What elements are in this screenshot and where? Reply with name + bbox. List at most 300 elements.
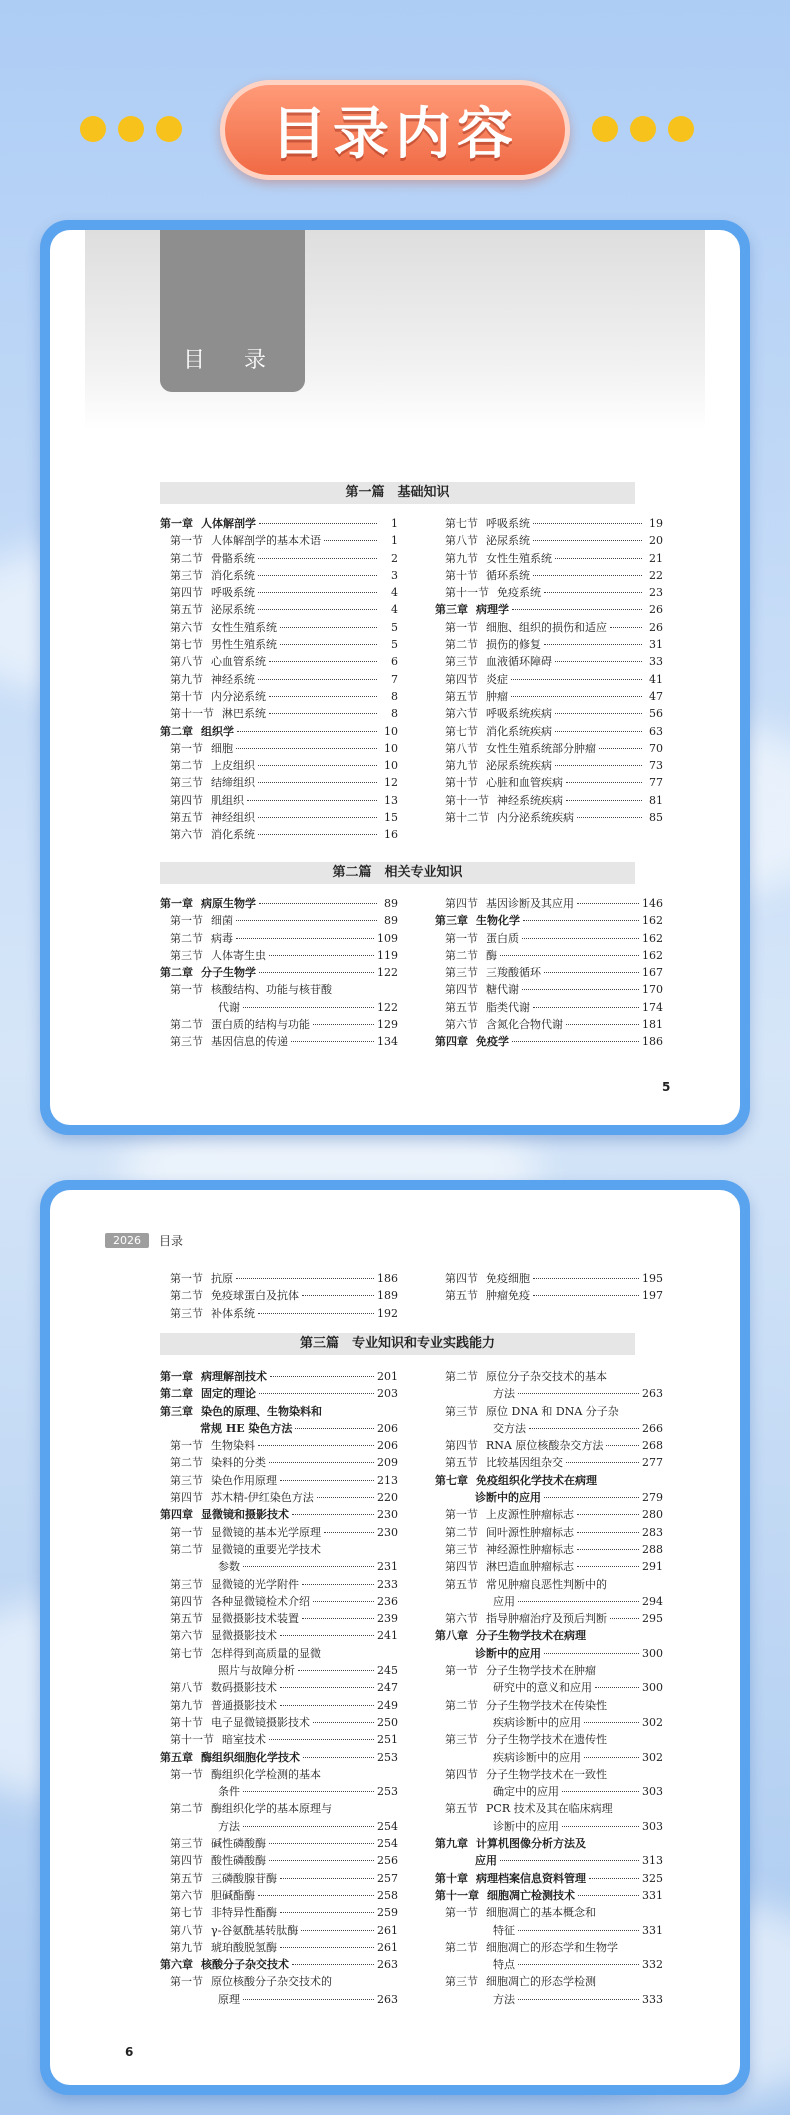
toc-entry-label: 第三节	[170, 776, 203, 790]
toc-entry-title: 分子生物学技术在病理	[476, 1629, 586, 1643]
toc-entry-label: 第三节	[445, 655, 478, 669]
toc-entry-title: 细胞凋亡的形态学和生物学	[486, 1940, 618, 1954]
toc-entry-title: 消化系统	[211, 828, 255, 842]
toc-section-entry	[435, 1270, 663, 1287]
dot-leader	[280, 627, 377, 628]
dot-leader	[269, 955, 374, 956]
dot-leader	[280, 1947, 374, 1948]
toc-entry-page: 247	[377, 1681, 398, 1695]
dot-leader	[566, 1462, 639, 1463]
dot-leader	[280, 1480, 374, 1481]
toc-entry-title: 照片与故障分析	[218, 1664, 295, 1678]
toc-entry-page: 280	[642, 1508, 663, 1522]
toc-entry-label: 第一节	[170, 1439, 203, 1453]
toc-entry-label: 第十二节	[445, 811, 489, 825]
toc-entry-label: 第三节	[170, 1473, 203, 1487]
dot-leader	[518, 1930, 639, 1931]
toc-entry-title: 普通摄影技术	[211, 1698, 277, 1712]
toc-section-entry	[435, 653, 663, 670]
page-number: 6	[125, 2045, 134, 2059]
toc-entry-label: 第七节	[170, 1906, 203, 1920]
toc-entry-page: 47	[649, 689, 663, 703]
toc-entry-page: 230	[377, 1525, 398, 1539]
toc-entry-label: 第三节	[445, 1975, 478, 1989]
toc-section-entry	[160, 653, 398, 670]
toc-entry-label: 第九章	[435, 1837, 468, 1851]
toc-section-entry	[160, 1783, 398, 1800]
toc-entry-page: 174	[642, 1000, 663, 1014]
toc-entry-page: 13	[384, 793, 398, 807]
toc-entry-page: 254	[377, 1837, 398, 1851]
toc-column-left	[160, 515, 398, 844]
dot-leader	[259, 523, 377, 524]
toc-chapter-entry	[160, 515, 398, 532]
toc-chapter-entry	[435, 1835, 663, 1852]
toc-entry-label: 第十章	[435, 1871, 468, 1885]
toc-entry-title: 疾病诊断中的应用	[493, 1715, 581, 1729]
dot-leader	[269, 713, 377, 714]
toc-entry-page: 288	[642, 1542, 663, 1556]
toc-entry-label: 第六节	[170, 1629, 203, 1643]
toc-entry-label: 第十节	[445, 568, 478, 582]
toc-entry-title: 固定的理论	[201, 1387, 256, 1401]
toc-section-entry	[435, 1800, 663, 1817]
toc-section-entry	[160, 1922, 398, 1939]
dot-leader	[236, 938, 374, 939]
toc-entry-title: 脂类代谢	[486, 1000, 530, 1014]
toc-entry-title: 泌尿系统	[486, 534, 530, 548]
toc-section-entry	[435, 1956, 663, 1973]
toc-entry-label: 第三节	[170, 568, 203, 582]
toc-entry-label: 第四节	[445, 897, 478, 910]
toc-section-entry	[160, 1472, 398, 1489]
toc-entry-page: 8	[391, 707, 398, 721]
toc-entry-title: 分子生物学技术在遗传性	[486, 1733, 607, 1747]
dot-leader	[243, 1791, 374, 1792]
toc-entry-title: 神经组织	[211, 811, 255, 825]
dot-leader	[258, 592, 377, 593]
toc-entry-label: 第六节	[170, 620, 203, 634]
toc-entry-title: 细胞凋亡检测技术	[487, 1888, 575, 1902]
toc-entry-label: 第四节	[445, 1439, 478, 1453]
toc-entry-title: 酶组织细胞化学技术	[201, 1750, 300, 1764]
toc-entry-label: 第六节	[445, 1612, 478, 1626]
dot-leader	[511, 679, 642, 680]
toc-entry-title: 神经源性肿瘤标志	[486, 1542, 574, 1556]
toc-entry-title: 男性生殖系统	[211, 638, 277, 652]
toc-entry-title: 人体解剖学	[201, 517, 256, 530]
dot-leader	[280, 1635, 374, 1636]
toc-entry-page: 162	[642, 948, 663, 962]
dot-leader	[324, 1532, 374, 1533]
toc-entry-title: 抗原	[211, 1272, 233, 1285]
toc-entry-label: 第一节	[445, 620, 478, 634]
toc-entry-page: 277	[642, 1456, 663, 1470]
toc-entry-page: 170	[642, 983, 663, 997]
toc-entry-label: 第二节	[170, 931, 203, 945]
toc-page-card-2	[40, 1180, 750, 2095]
toc-entry-page: 31	[649, 638, 663, 652]
toc-entry-page: 186	[377, 1272, 398, 1285]
right-dots-decoration	[592, 116, 694, 142]
toc-entry-title: 三磷酸腺苷酶	[211, 1871, 277, 1885]
toc-entry-label: 第三节	[445, 966, 478, 980]
toc-entry-label: 第九节	[445, 759, 478, 773]
toc-entry-title: 含氮化合物代谢	[486, 1018, 563, 1032]
toc-section-entry	[435, 740, 663, 757]
dot-leader	[259, 972, 374, 973]
toc-entry-page: 109	[377, 931, 398, 945]
dot-leader	[313, 1601, 374, 1602]
toc-entry-label: 第二章	[160, 966, 193, 980]
toc-entry-title: 疾病诊断中的应用	[493, 1750, 581, 1764]
toc-entry-page: 231	[377, 1560, 398, 1574]
toc-column-left	[160, 1368, 398, 2008]
toc-section-entry	[435, 1437, 663, 1454]
dot-leader	[236, 1278, 374, 1279]
toc-section-entry	[160, 1593, 398, 1610]
toc-section-entry	[160, 1991, 398, 2008]
toc-column-left	[160, 1270, 398, 1322]
dot-leader	[577, 1514, 639, 1515]
toc-section-entry	[160, 636, 398, 653]
dot-leader	[555, 558, 642, 559]
toc-entry-title: 血液循环障碍	[486, 655, 552, 669]
dot-leader	[500, 955, 639, 956]
toc-entry-page: 230	[377, 1508, 398, 1522]
toc-entry-page: 26	[649, 603, 663, 617]
toc-section-entry	[160, 1852, 398, 1869]
dot-leader	[258, 782, 377, 783]
toc-entry-page: 313	[642, 1854, 663, 1868]
toc-section-entry	[435, 947, 663, 964]
toc-entry-title: 呼吸系统	[486, 517, 530, 530]
toc-chapter-entry	[160, 1420, 398, 1437]
toc-section-entry	[160, 740, 398, 757]
dot-leader	[258, 558, 377, 559]
dot-leader	[258, 1445, 374, 1446]
dot-leader	[522, 938, 639, 939]
toc-section-entry	[435, 1524, 663, 1541]
toc-entry-title: 琥珀酸脱氢酶	[211, 1940, 277, 1954]
toc-entry-title: 炎症	[486, 672, 508, 686]
toc-entry-page: 12	[384, 776, 398, 790]
dot-leader	[606, 1445, 639, 1446]
toc-entry-label: 第十一节	[170, 1733, 214, 1747]
toc-entry-title: 方法	[493, 1387, 515, 1401]
part-heading: 第二篇 相关专业知识	[160, 862, 635, 884]
toc-entry-title: 免疫组织化学技术在病理	[476, 1473, 597, 1487]
toc-section-entry	[160, 1454, 398, 1471]
running-title: 目录	[159, 1234, 184, 1248]
toc-entry-page: 279	[642, 1491, 663, 1505]
dot-leader	[544, 592, 642, 593]
toc-page-2	[50, 1190, 740, 2085]
dot-leader	[237, 731, 377, 732]
toc-entry-label: 第一节	[445, 1508, 478, 1522]
toc-entry-label: 第三章	[160, 1404, 193, 1418]
toc-section-entry	[435, 757, 663, 774]
toc-section-entry	[435, 1731, 663, 1748]
toc-entry-label: 第三节	[170, 948, 203, 962]
toc-entry-label: 第一节	[170, 983, 203, 997]
toc-entry-title: 蛋白质的结构与功能	[211, 1018, 310, 1032]
toc-section-entry	[435, 981, 663, 998]
toc-entry-title: 免疫球蛋白及抗体	[211, 1289, 299, 1303]
dot-leader	[566, 1024, 639, 1025]
toc-entry-label: 第一节	[445, 931, 478, 945]
dot-leader	[599, 748, 642, 749]
toc-section-entry	[435, 1385, 663, 1402]
toc-section-entry	[160, 601, 398, 618]
toc-entry-title: 补体系统	[211, 1306, 255, 1320]
toc-entry-label: 第四节	[170, 586, 203, 600]
toc-section-entry	[160, 757, 398, 774]
toc-entry-title: 病理档案信息资料管理	[476, 1871, 586, 1885]
dot-leader	[518, 1999, 639, 2000]
toc-entry-label: 第十节	[170, 1715, 203, 1729]
dot-leader	[313, 1722, 374, 1723]
toc-section-entry	[160, 1800, 398, 1817]
toc-column-right	[435, 515, 663, 826]
toc-entry-title: 神经系统疾病	[497, 793, 563, 807]
toc-entry-page: 236	[377, 1594, 398, 1608]
toc-entry-page: 162	[642, 914, 663, 928]
toc-entry-label: 第九节	[170, 672, 203, 686]
toc-entry-page: 3	[391, 568, 398, 582]
toc-entry-page: 283	[642, 1525, 663, 1539]
toc-section-entry	[160, 774, 398, 791]
toc-section-entry	[160, 1524, 398, 1541]
toc-entry-page: 206	[377, 1421, 398, 1435]
toc-entry-label: 第五节	[445, 689, 478, 703]
toc-entry-title: 泌尿系统	[211, 603, 255, 617]
toc-section-entry	[435, 1766, 663, 1783]
dot-leader	[270, 1376, 374, 1377]
banner-pill	[220, 80, 570, 180]
dot-leader	[280, 1705, 374, 1706]
toc-entry-title: 细胞	[211, 741, 233, 755]
toc-entry-label: 第六节	[170, 1888, 203, 1902]
toc-entry-title: 酸性磷酸酶	[211, 1854, 266, 1868]
toc-entry-label: 第三节	[445, 1542, 478, 1556]
toc-section-entry	[435, 1679, 663, 1696]
toc-section-entry	[160, 1541, 398, 1558]
toc-entry-title: 电子显微镜摄影技术	[211, 1715, 310, 1729]
toc-entry-title: 骨骼系统	[211, 551, 255, 565]
toc-entry-title: 免疫系统	[497, 586, 541, 600]
toc-section-entry	[435, 1576, 663, 1593]
toc-chapter-entry	[435, 1033, 663, 1050]
toc-entry-label: 第六节	[445, 707, 478, 721]
toc-entry-page: 10	[384, 759, 398, 773]
dot-leader	[544, 1653, 639, 1654]
toc-entry-label: 第十一节	[445, 793, 489, 807]
toc-chapter-entry	[435, 1852, 663, 1869]
dot-leader	[533, 523, 642, 524]
toc-entry-title: 人体寄生虫	[211, 948, 266, 962]
toc-entry-page: 5	[391, 620, 398, 634]
toc-entry-title: 核酸分子杂交技术	[201, 1958, 289, 1972]
dot-leader	[302, 1584, 374, 1585]
toc-section-entry	[435, 1991, 663, 2008]
toc-chapter-entry	[435, 1887, 663, 1904]
toc-entry-title: 分子生物学技术在肿瘤	[486, 1664, 596, 1678]
toc-entry-page: 213	[377, 1473, 398, 1487]
toc-entry-page: 77	[649, 776, 663, 790]
toc-chapter-entry	[160, 1385, 398, 1402]
toc-section-entry	[160, 1033, 398, 1050]
banner-title: 目录内容	[271, 102, 519, 167]
toc-entry-page: 325	[642, 1871, 663, 1885]
dot-leader	[298, 1670, 374, 1671]
toc-entry-page: 15	[384, 811, 398, 825]
toc-section-entry	[160, 912, 398, 929]
toc-entry-label: 第五节	[170, 603, 203, 617]
toc-entry-page: 263	[377, 1958, 398, 1972]
toc-entry-title: 显微镜和摄影技术	[201, 1508, 289, 1522]
toc-section-entry	[435, 550, 663, 567]
dot-leader	[317, 1497, 374, 1498]
dot-leader	[566, 800, 642, 801]
dot-leader	[258, 609, 377, 610]
toc-section-entry	[435, 723, 663, 740]
toc-entry-label: 第一节	[170, 1975, 203, 1989]
toc-entry-label: 第一节	[170, 1272, 203, 1285]
toc-entry-label: 第三节	[445, 1733, 478, 1747]
toc-entry-page: 331	[642, 1923, 663, 1937]
toc-entry-page: 21	[649, 551, 663, 565]
toc-entry-title: 三羧酸循环	[486, 966, 541, 980]
toc-entry-label: 第五节	[170, 811, 203, 825]
toc-entry-page: 10	[384, 724, 398, 738]
toc-entry-title: 怎样得到高质量的显微	[211, 1646, 321, 1660]
toc-entry-label: 第五节	[445, 1456, 478, 1470]
toc-title: 目 录	[183, 348, 282, 373]
toc-entry-title: 女性生殖系统	[486, 551, 552, 565]
toc-entry-title: 内分泌系统疾病	[497, 811, 574, 825]
part-heading: 第一篇 基础知识	[160, 482, 635, 504]
toc-section-entry	[435, 1939, 663, 1956]
toc-entry-title: 呼吸系统	[211, 586, 255, 600]
toc-entry-title: 蛋白质	[486, 931, 519, 945]
toc-entry-label: 第四节	[445, 672, 478, 686]
toc-entry-label: 第二节	[445, 1370, 478, 1383]
toc-section-entry	[435, 1454, 663, 1471]
dot-leader	[562, 1826, 639, 1827]
toc-chapter-entry	[435, 1489, 663, 1506]
toc-section-entry	[160, 1818, 398, 1835]
toc-entry-label: 第十一章	[435, 1888, 479, 1902]
toc-section-entry	[160, 809, 398, 826]
toc-entry-label: 第四节	[170, 793, 203, 807]
toc-entry-page: 241	[377, 1629, 398, 1643]
toc-entry-title: 应用	[493, 1594, 515, 1608]
toc-entry-title: 显微摄影技术装置	[211, 1612, 299, 1626]
toc-entry-label: 第十一节	[170, 707, 214, 721]
dot-leader	[243, 1566, 374, 1567]
toc-section-entry	[435, 705, 663, 722]
toc-entry-title: 肌组织	[211, 793, 244, 807]
toc-entry-page: 254	[377, 1819, 398, 1833]
toc-entry-label: 第四节	[445, 1767, 478, 1781]
toc-entry-title: 参数	[218, 1560, 240, 1574]
toc-entry-title: RNA 原位核酸杂交方法	[486, 1439, 604, 1453]
dot-leader	[523, 920, 639, 921]
toc-entry-title: 分子生物学技术在一致性	[486, 1767, 607, 1781]
toc-entry-page: 26	[649, 620, 663, 634]
toc-entry-label: 第一节	[170, 741, 203, 755]
toc-entry-page: 41	[649, 672, 663, 686]
toc-entry-title: 基因信息的传递	[211, 1035, 288, 1049]
toc-entry-label: 第八节	[445, 534, 478, 548]
toc-chapter-entry	[160, 1956, 398, 1973]
toc-page-1	[50, 230, 740, 1125]
toc-entry-title: 病理学	[476, 603, 509, 617]
toc-entry-title: 病毒	[211, 931, 233, 945]
toc-column-right	[435, 1270, 663, 1305]
toc-entry-page: 294	[642, 1594, 663, 1608]
year-badge: 2026	[105, 1233, 149, 1248]
toc-section-entry	[435, 792, 663, 809]
toc-entry-page: 203	[377, 1387, 398, 1401]
dot-leader	[577, 817, 642, 818]
toc-entry-label: 第六节	[445, 1018, 478, 1032]
toc-section-entry	[160, 1305, 398, 1322]
toc-entry-title: 肿瘤	[486, 689, 508, 703]
toc-entry-title: 呼吸系统疾病	[486, 707, 552, 721]
toc-entry-page: 303	[642, 1819, 663, 1833]
toc-entry-page: 7	[391, 672, 398, 686]
dot-leader	[533, 1278, 639, 1279]
running-header	[105, 1232, 183, 1249]
dot-leader	[269, 1462, 374, 1463]
dot-leader	[301, 1930, 374, 1931]
toc-entry-title: 染色的原理、生物染料和	[201, 1404, 322, 1418]
toc-entry-title: 循环系统	[486, 568, 530, 582]
toc-entry-label: 第四节	[170, 1594, 203, 1608]
toc-entry-label: 第一章	[160, 1370, 193, 1383]
toc-entry-title: 淋巴系统	[222, 707, 266, 721]
dot-leader	[258, 817, 377, 818]
toc-entry-title: 特点	[493, 1958, 515, 1972]
toc-section-entry	[160, 1610, 398, 1627]
dot-leader	[269, 661, 377, 662]
dot-leader	[269, 1739, 374, 1740]
toc-entry-label: 第二节	[445, 1525, 478, 1539]
toc-entry-label: 第九节	[445, 551, 478, 565]
dot-leader	[562, 1791, 639, 1792]
toc-section-entry	[160, 1576, 398, 1593]
toc-entry-title: 暗室技术	[222, 1733, 266, 1747]
toc-entry-page: 19	[649, 517, 663, 530]
toc-entry-label: 第二节	[445, 948, 478, 962]
toc-section-entry	[435, 619, 663, 636]
toc-section-entry	[435, 1904, 663, 1921]
toc-entry-title: 方法	[218, 1819, 240, 1833]
toc-section-entry	[160, 1016, 398, 1033]
dot-leader	[243, 1007, 374, 1008]
toc-section-entry	[435, 567, 663, 584]
toc-section-entry	[435, 1368, 663, 1385]
toc-section-entry	[160, 1731, 398, 1748]
dot-leader	[589, 1878, 639, 1879]
toc-section-entry	[160, 705, 398, 722]
toc-section-entry	[435, 1922, 663, 1939]
toc-entry-title: 生物化学	[476, 914, 520, 928]
dot-leader	[243, 1999, 374, 2000]
toc-entry-label: 第一节	[170, 534, 203, 548]
